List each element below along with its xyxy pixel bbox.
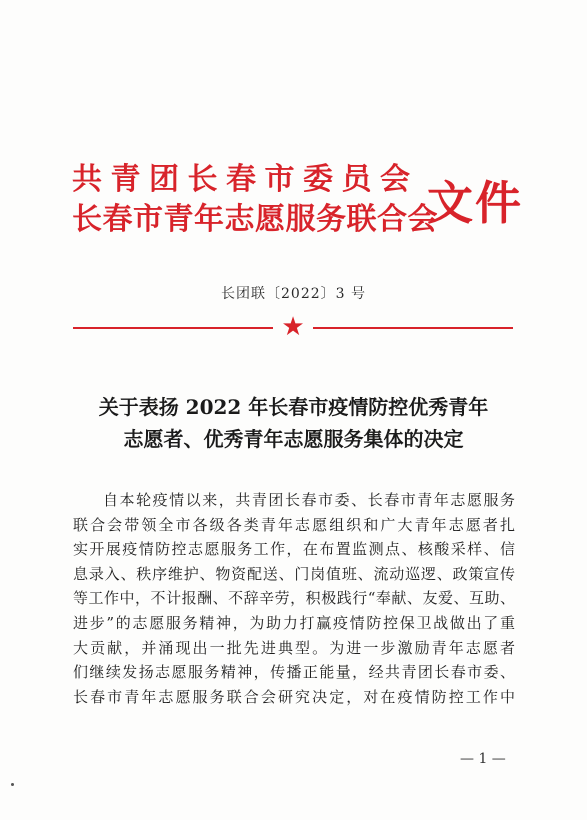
body-line: 联合会带领全市各级各类青年志愿组织和广大青年志愿者扎	[73, 515, 515, 534]
body-line: 进步”的志愿服务精神，为助力打赢疫情防控保卫战做出了重	[73, 613, 515, 632]
organization-name-1: 共青团长春市委员会	[72, 162, 419, 197]
document-title-line-1: 关于表扬 2022 年长春市疫情防控优秀青年	[98, 395, 489, 419]
organization-name-2: 长春市青年志愿服务联合会	[72, 202, 438, 237]
body-line: 实开展疫情防控志愿服务工作，在布置监测点、核酸采样、信	[73, 540, 515, 559]
body-line: 长春市青年志愿服务联合会研究决定，对在疫情防控工作中	[73, 687, 515, 706]
document-number: 长团联〔2022〕3 号	[221, 286, 366, 302]
star-icon: ★	[281, 312, 305, 342]
red-divider-left	[73, 327, 273, 329]
body-line: 息录入、秩序维护、物资配送、门岗值班、流动巡逻、政策宣传	[73, 564, 515, 583]
body-paragraph	[73, 488, 515, 709]
body-line: 等工作中，不计报酬、不辞辛劳，积极践行“奉献、友爱、互助、	[73, 589, 515, 608]
body-line: 自本轮疫情以来，共青团长春市委、长春市青年志愿服务	[103, 491, 515, 509]
body-line: 大贡献，并涌现出一批先进典型。为进一步激励青年志愿者	[73, 638, 515, 657]
document-type-label: 文件	[427, 176, 523, 230]
issuing-organization-header	[72, 162, 532, 252]
red-divider-right	[313, 327, 513, 329]
page-number: — 1 —	[460, 751, 506, 767]
document-title-line-2: 志愿者、优秀青年志愿服务集体的决定	[123, 427, 464, 451]
scan-speck	[11, 783, 14, 786]
body-line: 们继续发扬志愿服务精神，传播正能量，经共青团长春市委、	[73, 663, 515, 682]
